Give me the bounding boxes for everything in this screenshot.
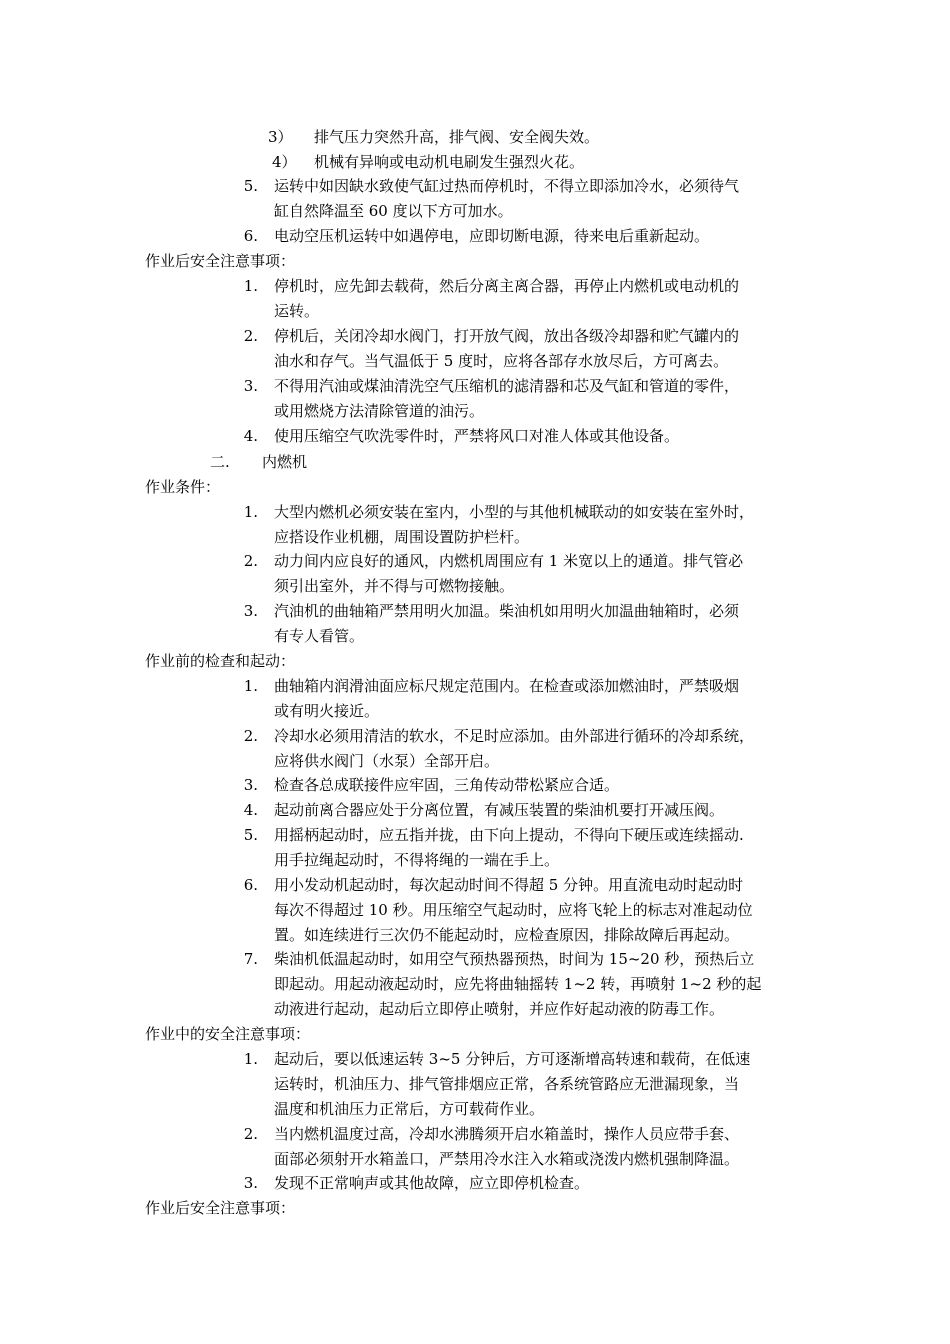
list-item-text: 电动空压机运转中如遇停电，应即切断电源，待来电后重新起动。 — [274, 227, 710, 245]
list-item-number: 2. — [243, 1125, 258, 1143]
list-item-text: 停机后，关闭冷却水阀门，打开放气阀，放出各级冷却器和贮气罐内的 — [274, 327, 740, 345]
section-heading-after-work: 作业后安全注意事项： — [145, 252, 296, 270]
list-item-number: 3. — [243, 1174, 258, 1192]
list-item-text: 应搭设作业机棚，周围设置防护栏杆。 — [274, 528, 530, 546]
list-item-text: 运转时，机油压力、排气管排烟应正常，各系统管路应无泄漏现象，当 — [274, 1075, 740, 1093]
list-item-number: 2. — [243, 327, 258, 345]
list-item-text: 冷却水必须用清洁的软水，不足时应添加。由外部进行循环的冷却系统， — [274, 727, 755, 745]
list-item-text: 有专人看管。 — [274, 627, 365, 645]
sub-item-number: 4） — [272, 153, 297, 171]
list-item-text: 运转。 — [274, 302, 320, 320]
list-item-text: 当内燃机温度过高，冷却水沸腾须开启水箱盖时，操作人员应带手套、 — [274, 1125, 740, 1143]
list-item-text: 温度和机油压力正常后，方可载荷作业。 — [274, 1100, 545, 1118]
list-item-number: 4. — [243, 801, 258, 819]
list-item-text: 应将供水阀门（水泵）全部开启。 — [274, 752, 500, 770]
list-item-text: 动力间内应良好的通风，内燃机周围应有 1 米宽以上的通道。排气管必 — [274, 552, 744, 570]
list-item-text: 油水和存气。当气温低于 5 度时，应将各部存水放尽后，方可离去。 — [274, 352, 729, 370]
list-item-number: 1. — [243, 1050, 258, 1068]
list-item-number: 3. — [243, 602, 258, 620]
list-item-text: 起动后，要以低速运转 3~5 分钟后，方可逐渐增高转速和载荷，在低速 — [274, 1050, 751, 1068]
list-item-text: 置。如连续进行三次仍不能起动时，应检查原因，排除故障后再起动。 — [274, 926, 740, 944]
list-item-text: 检查各总成联接件应牢固，三角传动带松紧应合适。 — [274, 776, 620, 794]
list-item-text: 使用压缩空气吹洗零件时，严禁将风口对准人体或其他设备。 — [274, 427, 680, 445]
list-item-number: 1. — [243, 503, 258, 521]
list-item-number: 3. — [243, 377, 258, 395]
list-item-text: 或用燃烧方法清除管道的油污。 — [274, 402, 485, 420]
list-item-text: 每次不得超过 10 秒。用压缩空气起动时，应将飞轮上的标志对准起动位 — [274, 901, 753, 919]
list-item-text: 动液进行起动，起动后立即停止喷射，并应作好起动液的防毒工作。 — [274, 1000, 725, 1018]
list-item-text: 停机时，应先卸去载荷，然后分离主离合器，再停止内燃机或电动机的 — [274, 277, 740, 295]
list-item-number: 5. — [243, 826, 258, 844]
section-heading-conditions: 作业条件： — [145, 478, 221, 496]
list-item-text: 缸自然降温至 60 度以下方可加水。 — [274, 202, 513, 220]
list-item-text: 面部必须射开水箱盖口，严禁用冷水注入水箱或浇泼内燃机强制降温。 — [274, 1150, 740, 1168]
list-item-number: 5. — [243, 177, 258, 195]
section-heading-after-work: 作业后安全注意事项： — [145, 1199, 296, 1217]
list-item-text: 发现不正常响声或其他故障，应立即停机检查。 — [274, 1174, 590, 1192]
list-item-text: 即起动。用起动液起动时，应先将曲轴摇转 1~2 转，再喷射 1~2 秒的起 — [274, 975, 762, 993]
list-item-number: 1. — [243, 677, 258, 695]
list-item-text: 用手拉绳起动时，不得将绳的一端在手上。 — [274, 851, 560, 869]
list-item-number: 6. — [243, 227, 258, 245]
list-item-text: 柴油机低温起动时，如用空气预热器预热，时间为 15~20 秒，预热后立 — [274, 950, 755, 968]
list-item-text: 或有明火接近。 — [274, 702, 380, 720]
sub-item-text: 排气压力突然升高，排气阀、安全阀失效。 — [314, 128, 600, 146]
list-item-number: 4. — [243, 427, 258, 445]
list-item-text: 用小发动机起动时，每次起动时间不得超 5 分钟。用直流电动时起动时 — [274, 876, 744, 894]
list-item-text: 汽油机的曲轴箱严禁用明火加温。柴油机如用明火加温曲轴箱时，必须 — [274, 602, 740, 620]
section-title: 内燃机 — [262, 453, 308, 471]
list-item-number: 2. — [243, 552, 258, 570]
list-item-text: 起动前离合器应处于分离位置，有减压装置的柴油机要打开减压阀。 — [274, 801, 725, 819]
list-item-text: 用摇柄起动时，应五指并拢，由下向上提动，不得向下硬压或连续摇动. — [274, 826, 744, 844]
list-item-number: 7. — [243, 950, 258, 968]
sub-item-text: 机械有异响或电动机电刷发生强烈火花。 — [314, 153, 585, 171]
list-item-text: 运转中如因缺水致使气缸过热而停机时，不得立即添加冷水，必须待气 — [274, 177, 740, 195]
list-item-text: 不得用汽油或煤油清洗空气压缩机的滤清器和芯及气缸和管道的零件， — [274, 377, 740, 395]
section-heading-before-work: 作业前的检查和起动： — [145, 652, 296, 670]
list-item-text: 大型内燃机必须安装在室内，小型的与其他机械联动的如安装在室外时， — [274, 503, 755, 521]
list-item-number: 3. — [243, 776, 258, 794]
section-heading-during-work: 作业中的安全注意事项： — [145, 1025, 311, 1043]
list-item-text: 须引出室外，并不得与可燃物接触。 — [274, 577, 515, 595]
list-item-number: 1. — [243, 277, 258, 295]
list-item-text: 曲轴箱内润滑油面应标尺规定范围内。在检查或添加燃油时，严禁吸烟 — [274, 677, 740, 695]
list-item-number: 6. — [243, 876, 258, 894]
section-number: 二. — [210, 453, 230, 471]
sub-item-number: 3） — [268, 128, 293, 146]
list-item-number: 2. — [243, 727, 258, 745]
